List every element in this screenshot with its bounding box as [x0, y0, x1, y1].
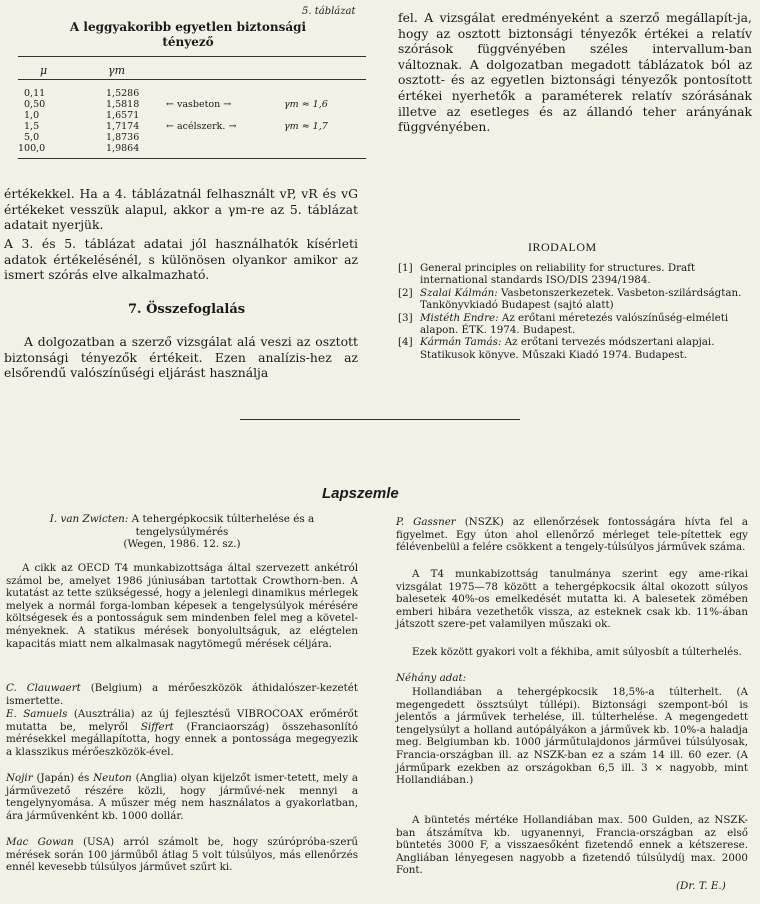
- table-row: [18, 99, 366, 110]
- person-name: E. Samuels: [6, 708, 68, 720]
- review-text: (Anglia) olyan kijelzőt ismer-tetett, mely a járművezető részére közli, hogy járművé-nek mennyi a tengelynyomása. A műszer még nem használatos a gyakorlatban, ára járművenként kb. 1000 dollár.: [6, 772, 358, 822]
- review-left-paragraph: A cikk az OECD T4 munkabizottsága által szervezett ankétról számol be, amelyet 1986 júniusában tartottak Crowthorn-ben. A kutatást az tette szükségessé, hogy a jelenlegi dinamikus mérlegek melyek a normál forga-lomban képesek a tengelysúlyok mérésére költségesek és a pontosságuk sem mindenben felel meg a követel-ményeknek. A statikus mérések bonyolultságuk, az elégtelen kapacitás miatt nem alkalmasak nagytömegű mérések céljára.: [6, 562, 358, 650]
- left-paragraph-1: értékekkel. Ha a 4. táblázatnál felhasznált vP, vR és vG értékeket vesszük alapul, akkor a γm-re az 5. táblázat adatait nyerjük.: [4, 186, 358, 233]
- table-title: A leggyakoribb egyetlen biztonsági tényező: [69, 20, 307, 49]
- review-gassner: [396, 516, 748, 554]
- mu-cell: 1,5: [24, 121, 40, 132]
- left-paragraph-3: A dolgozatban a szerző vizsgálat alá veszi az osztott biztonsági tényezők értékeit. Ezen analízis-hez az elsőrendű valószínűségi eljárást használja: [4, 334, 358, 381]
- table-col-gamma: γm: [108, 64, 126, 77]
- mu-cell: 0,50: [24, 99, 46, 110]
- left-paragraph-2: A 3. és 5. táblázat adatai jól használhatók kísérleti adatok értékelésénél, s különösen olyankor amikor az ismert szórás elve alkalmazható.: [4, 236, 358, 283]
- reference-number: [3]: [398, 311, 413, 324]
- reference-author: Szalai Kálmán:: [420, 286, 498, 299]
- mu-cell: 0,11: [24, 88, 46, 99]
- gamma-cell: 1,9864: [106, 143, 140, 154]
- review-citation: [6, 513, 358, 551]
- table-col-mu: μ: [40, 64, 48, 77]
- review-text: (Ausztrália) az új fejlesztésű VIBROCOAX erőmérőt mutatta be, melyről: [6, 708, 358, 733]
- table-row: [18, 110, 366, 121]
- right-paragraph-1: fel. A vizsgálat eredményeként a szerző megállapít-ja, hogy az osztott biztonsági tényezők értékei a relatív szórások függvényében széles intervallum-ban változnak. A dolgozatban megadott táblázatok ból az osztott- és az egyetlen biztonsági tényezők pontosított értékei nyerhetők a paraméterek relatív szórásának illetve az esetleges és az állandó teher arányának függvényében.: [398, 10, 752, 135]
- review-text: (USA) arról számolt be, hogy szúrópróba-szerű mérések során 100 járműből átlag 5 volt túlsúlyos, más ellenőrzés ennél kevesebb túlsúlyos járművet szűrt ki.: [6, 836, 358, 874]
- mu-cell: 100,0: [18, 143, 46, 154]
- reference-item: [398, 336, 748, 361]
- review-right-paragraph-4: Hollandiában a tehergépkocsik 18,5%-a túlterhelt. (A megengedett össztsúlyt túllépi). Biztonsági szempont-ból is jelentős a járművek terhelése, ill. túlterhelése. A megengedett tengelysúlyt a holland autópályákon a járművek kb. 10%-a haladja meg. Belgiumban kb. 1000 járműtulajdonos járművei túlsúlyosak, Francia-országban ill. az NSZK-ban ez a szám 14 ill. 60 ezer. (A járműpark ezekben az országokban 6,5 ill. 3 × nagyobb, mint Hollandiában.): [396, 686, 748, 787]
- reference-item: [398, 287, 748, 312]
- table-row: [18, 88, 366, 99]
- review-signature: (Dr. T. E.): [676, 880, 726, 892]
- review-text: (Belgium) a mérőeszközök áthidalószer-kezetét ismertette.: [6, 682, 358, 707]
- table-header-rule: [18, 79, 366, 80]
- reference-item: [398, 262, 748, 287]
- review-text: (Franciaország) összehasonlító mérésekkel megállapította, hogy ennek a pontossága megegyezik a klasszikus mérőeszközök-ével.: [6, 720, 358, 758]
- note-acelszerk: ← acélszerk. →: [166, 121, 237, 132]
- gamma-cell: 1,5286: [106, 88, 140, 99]
- gamma-cell: 1,7174: [106, 121, 140, 132]
- table-top-rule: [18, 56, 366, 57]
- references-heading: IRODALOM: [528, 240, 597, 254]
- review-clauwaert: [6, 682, 358, 707]
- table-bottom-rule: [18, 158, 366, 159]
- gamma-cell: 1,6571: [106, 110, 140, 121]
- review-right-paragraph-2: A T4 munkabizottság tanulmánya szerint egy ame-rikai vizsgálat 1975—78 között a tehergépkocsik által okozott súlyos balesetek 40%-os emelkedését mutatta ki. A balesetek zömében emberi hibára vezethetők vissza, az esteknek csak kb. 11%-ában játszott szere-pet valamilyen műszaki ok.: [396, 568, 748, 631]
- review-some-data-label: Néhány adat:: [396, 672, 467, 684]
- reference-number: [2]: [398, 286, 413, 299]
- reference-author: Mistéth Endre:: [420, 311, 499, 324]
- table-row: [18, 143, 366, 154]
- review-text: (Japán) és: [36, 772, 90, 784]
- cite-title: A tehergépkocsik túlterhelése és a tengelysúlymérés: [131, 513, 315, 538]
- approx-vasbeton: γm ≈ 1,6: [284, 99, 328, 110]
- review-samuels: [6, 708, 358, 758]
- review-heading: Lapszemle: [322, 485, 399, 502]
- table-row: [18, 132, 366, 143]
- person-name: Nojir: [6, 772, 33, 784]
- person-name: C. Clauwaert: [6, 682, 81, 694]
- review-nojir: [6, 772, 358, 822]
- person-name: Neuton: [93, 772, 132, 784]
- approx-acelszerk: γm ≈ 1,7: [284, 121, 328, 132]
- mu-cell: 5,0: [24, 132, 40, 143]
- person-name: Mac Gowan: [6, 836, 74, 848]
- reference-number: [4]: [398, 336, 413, 349]
- reference-text: Az erőtani tervezés módszertani alapjai. Statikusok könyve. Műszaki Kiadó 1974. Budapest.: [420, 336, 715, 361]
- reference-text: Vasbetonszerkezetek. Vasbeton-szilárdságtan. Tankönyvkiadó Budapest (sajtó alatt): [420, 286, 742, 312]
- gamma-cell: 1,5818: [106, 99, 140, 110]
- person-name: P. Gassner: [396, 516, 456, 528]
- cite-author: I. van Zwicten:: [49, 513, 129, 525]
- reference-number: [1]: [398, 262, 413, 274]
- section-heading-summary: 7. Összefoglalás: [128, 302, 246, 317]
- review-text: (NSZK) az ellenőrzések fontosságára hívta fel a figyelmet. Egy úton ahol ellenőrző mérleget tele-pítettek egy félévenbelül a felére csökkent a tengely-túlsúlyos járművek száma.: [396, 516, 748, 554]
- reference-item: [398, 312, 748, 337]
- note-vasbeton: ← vasbeton →: [166, 99, 232, 110]
- person-name: Siffert: [140, 720, 174, 733]
- table-row: [18, 121, 366, 132]
- review-right-paragraph-3: Ezek között gyakori volt a fékhiba, amit súlyosbít a túlterhelés.: [412, 646, 742, 658]
- review-macgowan: [6, 836, 358, 874]
- mu-cell: 1,0: [24, 110, 40, 121]
- reference-author: Kármán Tamás:: [420, 336, 502, 349]
- gamma-cell: 1,8736: [106, 132, 140, 143]
- reference-text: Az erőtani méretezés valószínűség-elméleti alapon. ÉTK. 1974. Budapest.: [420, 311, 729, 337]
- table-number: 5. táblázat: [302, 6, 356, 17]
- reference-text: General principles on reliability for structures. Draft international standards ISO/DIS 2394/1984.: [420, 262, 696, 287]
- review-right-paragraph-5: A büntetés mértéke Hollandiában max. 500 Gulden, az NSZK-ban átszámítva kb. ugyanennyi, Francia-országban az első büntetés 3000 F, a visszaesőként fizetendő ennek a kétszerese. Angliában lényegesen nagyobb a fizetendő túlsúlydíj max. 2000 Font.: [396, 814, 748, 877]
- section-separator: [240, 419, 520, 420]
- references-list: [398, 262, 748, 361]
- cite-source: (Wegen, 1986. 12. sz.): [123, 538, 241, 551]
